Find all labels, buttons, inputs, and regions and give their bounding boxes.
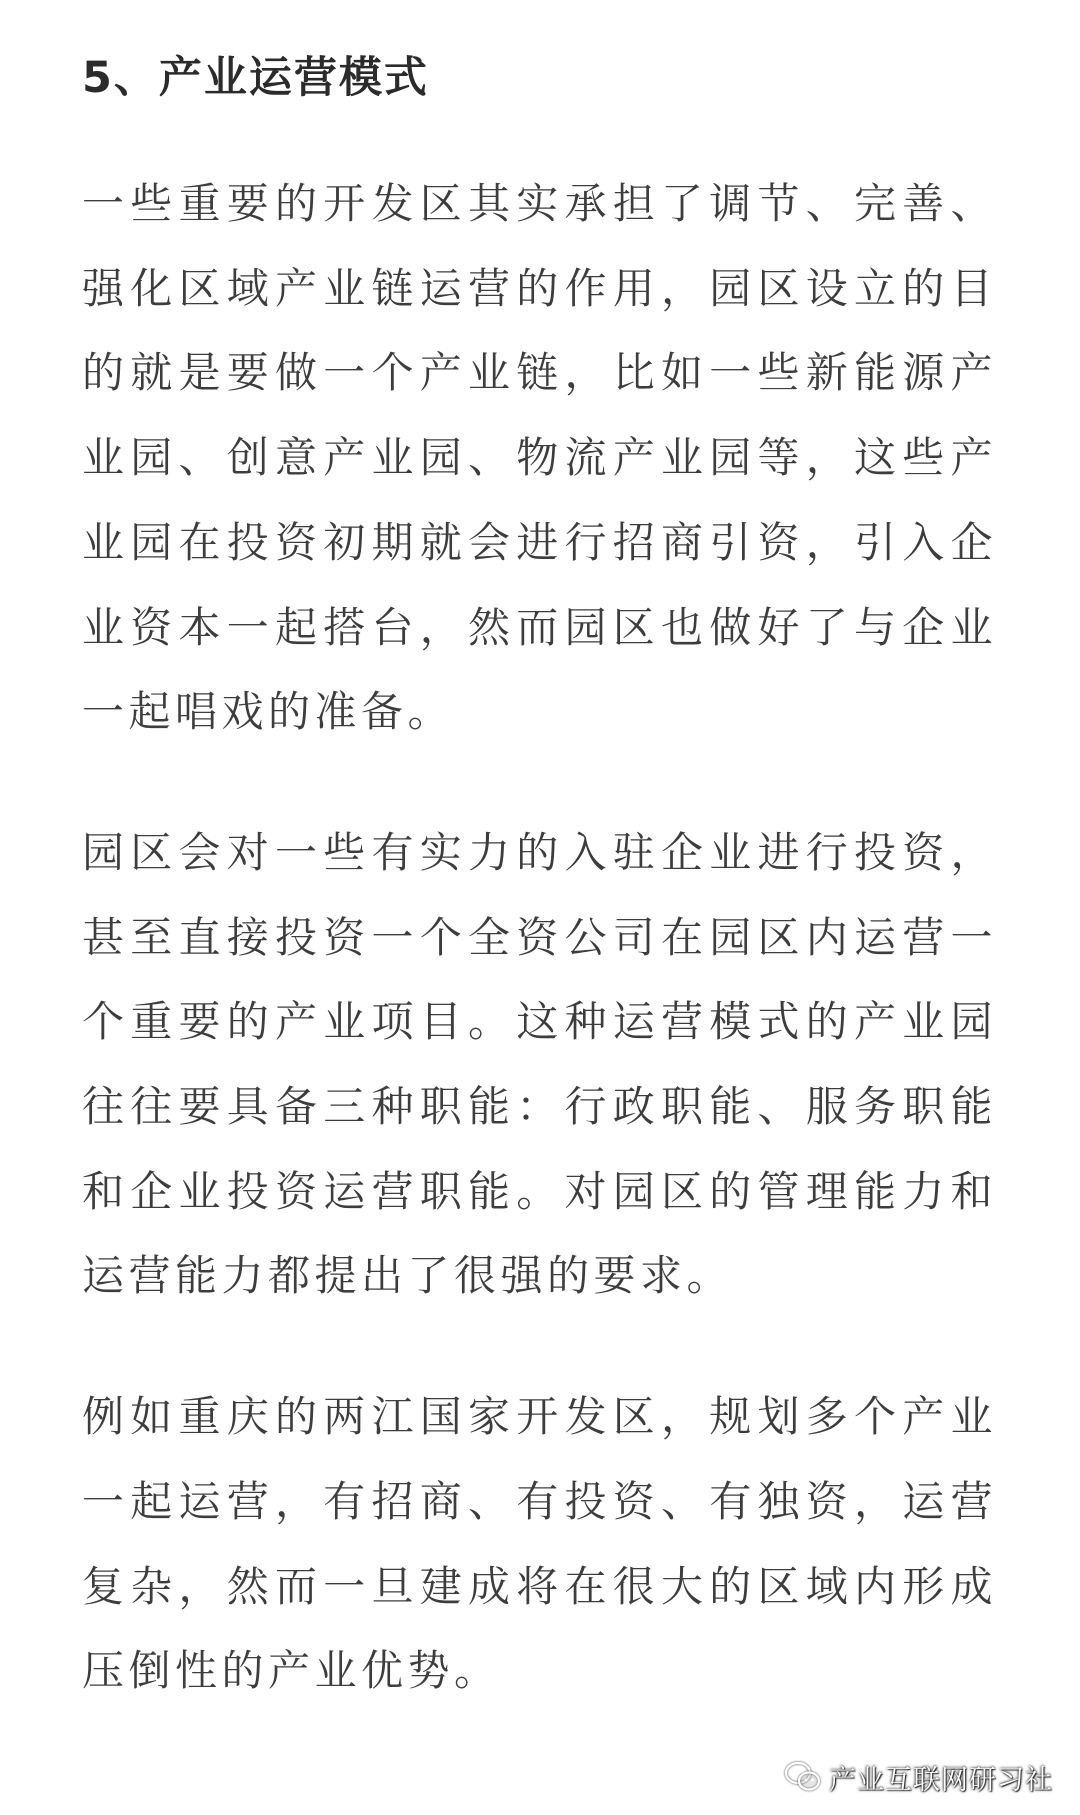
- paragraph-2: 园区会对一些有实力的入驻企业进行投资，甚至直接投资一个全资公司在园区内运营一个重要的产业项目。这种运营模式的产业园往往要具备三种职能：行政职能、服务职能和企业投资运营职能。对园区的管理能力和运营能力都提出了很强的要求。: [82, 827, 997, 1301]
- wechat-icon: [783, 1759, 823, 1795]
- section-heading: 5、产业运营模式: [82, 53, 429, 103]
- paragraph-3: 例如重庆的两江国家开发区，规划多个产业一起运营，有招商、有投资、有独资，运营复杂，然而一旦建成将在很大的区域内形成压倒性的产业优势。: [82, 1392, 997, 1696]
- paragraph-1: 一些重要的开发区其实承担了调节、完善、强化区域产业链运营的作用，园区设立的目的就是要做一个产业链，比如一些新能源产业园、创意产业园、物流产业园等，这些产业园在投资初期就会进行招商引资，引入企业资本一起搭台，然而园区也做好了与企业一起唱戏的准备。: [82, 179, 997, 737]
- article: [82, 38, 997, 1714]
- watermark-text: 产业互联网研习社: [829, 1764, 1053, 1796]
- wechat-watermark: [783, 1757, 1053, 1797]
